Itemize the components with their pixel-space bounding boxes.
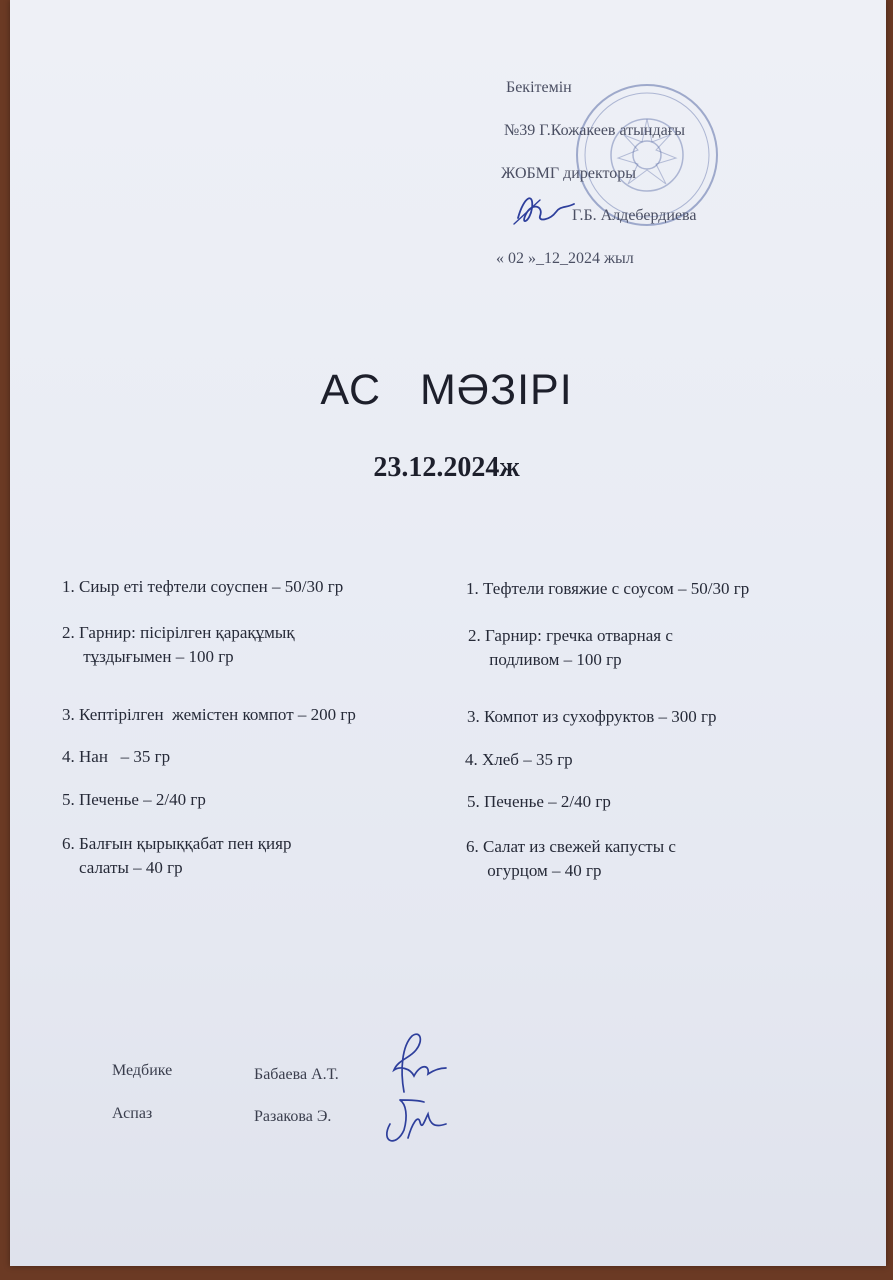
menu-ru-item-5: 5. Печенье – 2/40 гр bbox=[467, 792, 611, 811]
approval-line-4: Г.Б. Алдебердиева bbox=[572, 207, 697, 224]
cook-name: Разакова Э. bbox=[254, 1108, 332, 1125]
menu-kz-item-4: 4. Нан – 35 гр bbox=[62, 747, 171, 766]
menu-ru-item-3: 3. Компот из сухофруктов – 300 гр bbox=[467, 707, 717, 726]
approval-line-1: Бекітемін bbox=[506, 79, 572, 96]
menu-ru-item-4: 4. Хлеб – 35 гр bbox=[465, 750, 573, 769]
menu-ru-item-2: 2. Гарнир: гречка отварная с подливом – 100 гр bbox=[468, 626, 673, 669]
approval-line-3: ЖОБМГ директоры bbox=[501, 165, 637, 182]
menu-ru-item-6: 6. Салат из свежей капусты с огурцом – 40 гр bbox=[466, 837, 676, 880]
director-signature-icon bbox=[510, 186, 580, 230]
menu-kz-item-3: 3. Кептірілген жемістен компот – 200 гр bbox=[62, 705, 356, 724]
nurse-name: Бабаева А.Т. bbox=[254, 1066, 339, 1083]
document-title: АС МӘЗІРІ bbox=[320, 366, 573, 414]
menu-kz-item-6: 6. Балғын қырыққабат пен қияр салаты – 40 гр bbox=[62, 834, 292, 877]
nurse-role: Медбике bbox=[112, 1062, 173, 1079]
cook-signature-icon bbox=[378, 1094, 450, 1150]
nurse-signature-icon bbox=[380, 1030, 450, 1096]
menu-ru-item-1: 1. Тефтели говяжие с соусом – 50/30 гр bbox=[466, 579, 750, 598]
menu-kz-item-1: 1. Сиыр еті тефтели соуспен – 50/30 гр bbox=[62, 577, 344, 596]
cook-role: Аспаз bbox=[112, 1105, 153, 1122]
menu-document bbox=[10, 0, 886, 1266]
menu-kz-item-5: 5. Печенье – 2/40 гр bbox=[62, 790, 206, 809]
approval-line-2: №39 Г.Кожакеев атындағы bbox=[504, 122, 686, 139]
menu-date: 23.12.2024ж bbox=[373, 452, 520, 483]
approval-date: « 02 »_12_2024 жыл bbox=[496, 250, 634, 267]
menu-kz-item-2: 2. Гарнир: пісірілген қарақұмық тұздығымен – 100 гр bbox=[62, 623, 295, 666]
